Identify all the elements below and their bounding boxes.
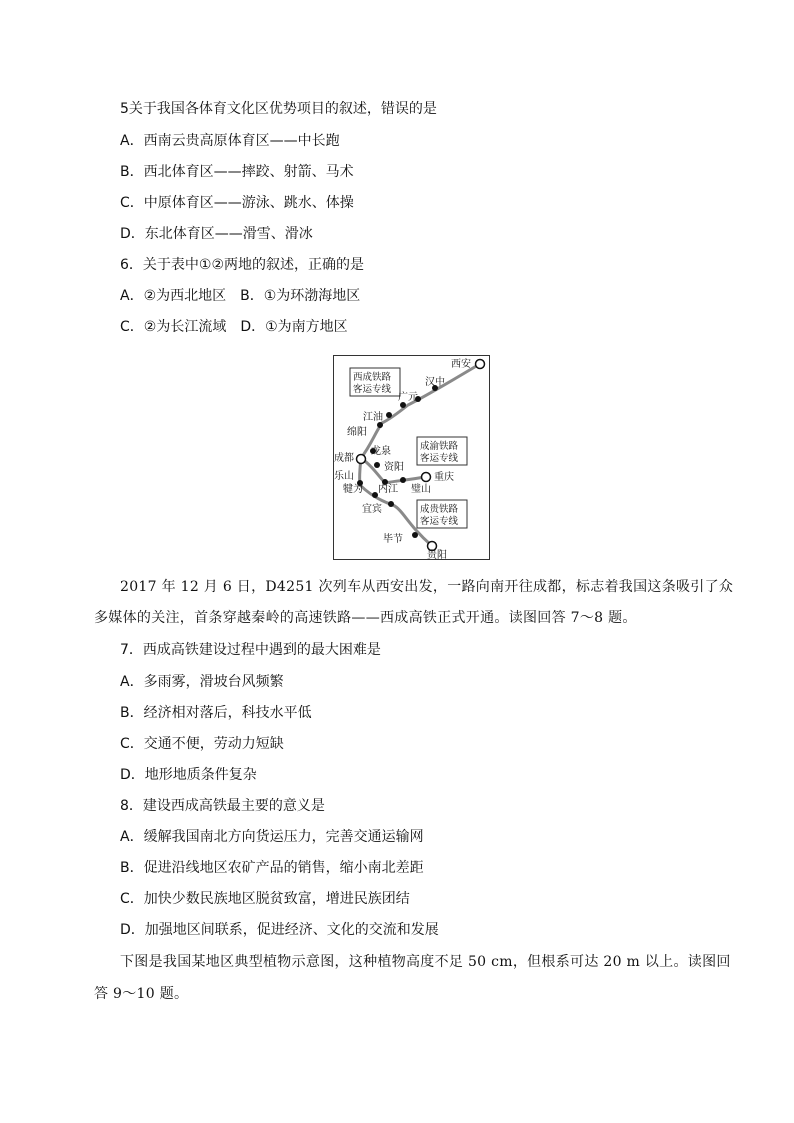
q8-option-b: B．促进沿线地区农矿产品的销售，缩小南北差距 xyxy=(120,860,424,876)
q5-option-d: D．东北体育区——滑雪、滑冰 xyxy=(120,226,313,242)
box-xicheng-line2: 客运专线 xyxy=(353,384,392,395)
label-leshan: 乐山 xyxy=(334,471,354,482)
terminal-xian-marker xyxy=(476,360,485,369)
station-jiangyou xyxy=(386,412,392,418)
q8-option-d: D．加强地区间联系，促进经济、文化的交流和发展 xyxy=(120,922,439,938)
label-guiyang: 贵阳 xyxy=(427,550,447,560)
q7-option-b: B．经济相对落后，科技水平低 xyxy=(120,705,312,721)
intro9-line2: 答 9～10 题。 xyxy=(94,986,189,1002)
label-bishan: 璧山 xyxy=(411,484,431,495)
station-bishan xyxy=(400,477,406,483)
q7-option-d: D．地形地质条件复杂 xyxy=(120,767,257,783)
label-chengdu: 成都 xyxy=(334,453,354,464)
q8-option-a: A．缓解我国南北方向货运压力，完善交通运输网 xyxy=(120,829,424,845)
terminal-chongqing-marker xyxy=(422,473,431,482)
q8-stem: 8．建设西成高铁最主要的意义是 xyxy=(120,798,325,814)
q6-stem: 6．关于表中①②两地的叙述，正确的是 xyxy=(120,257,365,273)
station-yibin xyxy=(388,501,394,507)
station-bijie xyxy=(412,532,418,538)
label-neijiang: 内江 xyxy=(378,484,398,495)
intro9-line1: 下图是我国某地区典型植物示意图，这种植物高度不足 50 cm，但根系可达 20 m 以上。读图回 xyxy=(120,954,731,970)
q5-option-c: C．中原体育区——游泳、跳水、体操 xyxy=(120,195,354,211)
label-bijie: 毕节 xyxy=(383,534,403,545)
label-hanzhong: 汉中 xyxy=(425,377,445,388)
railway-map xyxy=(333,355,490,560)
label-jiangyou: 江油 xyxy=(363,412,383,423)
label-chongqing: 重庆 xyxy=(434,472,454,483)
label-guangyuan: 广元 xyxy=(398,392,418,403)
box-xicheng-line1: 西成铁路 xyxy=(353,372,392,383)
terminal-chengdu-marker xyxy=(357,455,366,464)
box-chenggui-line2: 客运专线 xyxy=(420,516,459,527)
label-longquan: 龙泉 xyxy=(371,446,391,457)
q7-option-a: A．多雨雾，滑坡台风频繁 xyxy=(120,674,284,690)
q6-options-row2: C．②为长江流域 D．①为南方地区 xyxy=(120,319,348,335)
q5-option-a: A．西南云贵高原体育区——中长跑 xyxy=(120,133,340,149)
passage-line2: 多媒体的关注，首条穿越秦岭的高速铁路——西成高铁正式开通。读图回答 7～8 题。 xyxy=(94,610,637,626)
passage-line1: 2017 年 12 月 6 日，D4251 次列车从西安出发，一路向南开往成都，标志着我国这条吸引了众 xyxy=(120,579,734,595)
q6-options-row1: A．②为西北地区 B．①为环渤海地区 xyxy=(120,288,361,304)
box-chengyu-line2: 客运专线 xyxy=(420,453,459,464)
label-ziyang: 资阳 xyxy=(384,462,404,473)
label-xian: 西安 xyxy=(451,359,471,370)
q8-option-c: C．加快少数民族地区脱贫致富，增进民族团结 xyxy=(120,891,410,907)
label-yibin: 宜宾 xyxy=(362,504,382,515)
box-chenggui-line1: 成贵铁路 xyxy=(420,504,459,515)
box-chengyu-line1: 成渝铁路 xyxy=(420,441,459,452)
q5-stem: 5关于我国各体育文化区优势项目的叙述，错误的是 xyxy=(120,101,437,117)
label-mianyang: 绵阳 xyxy=(347,427,367,438)
label-jianwei: 犍为 xyxy=(343,484,363,495)
q7-stem: 7．西成高铁建设过程中遇到的最大困难是 xyxy=(120,642,381,658)
q5-option-b: B．西北体育区——摔跤、射箭、马术 xyxy=(120,164,354,180)
q7-option-c: C．交通不便，劳动力短缺 xyxy=(120,736,284,752)
station-ziyang xyxy=(374,462,380,468)
